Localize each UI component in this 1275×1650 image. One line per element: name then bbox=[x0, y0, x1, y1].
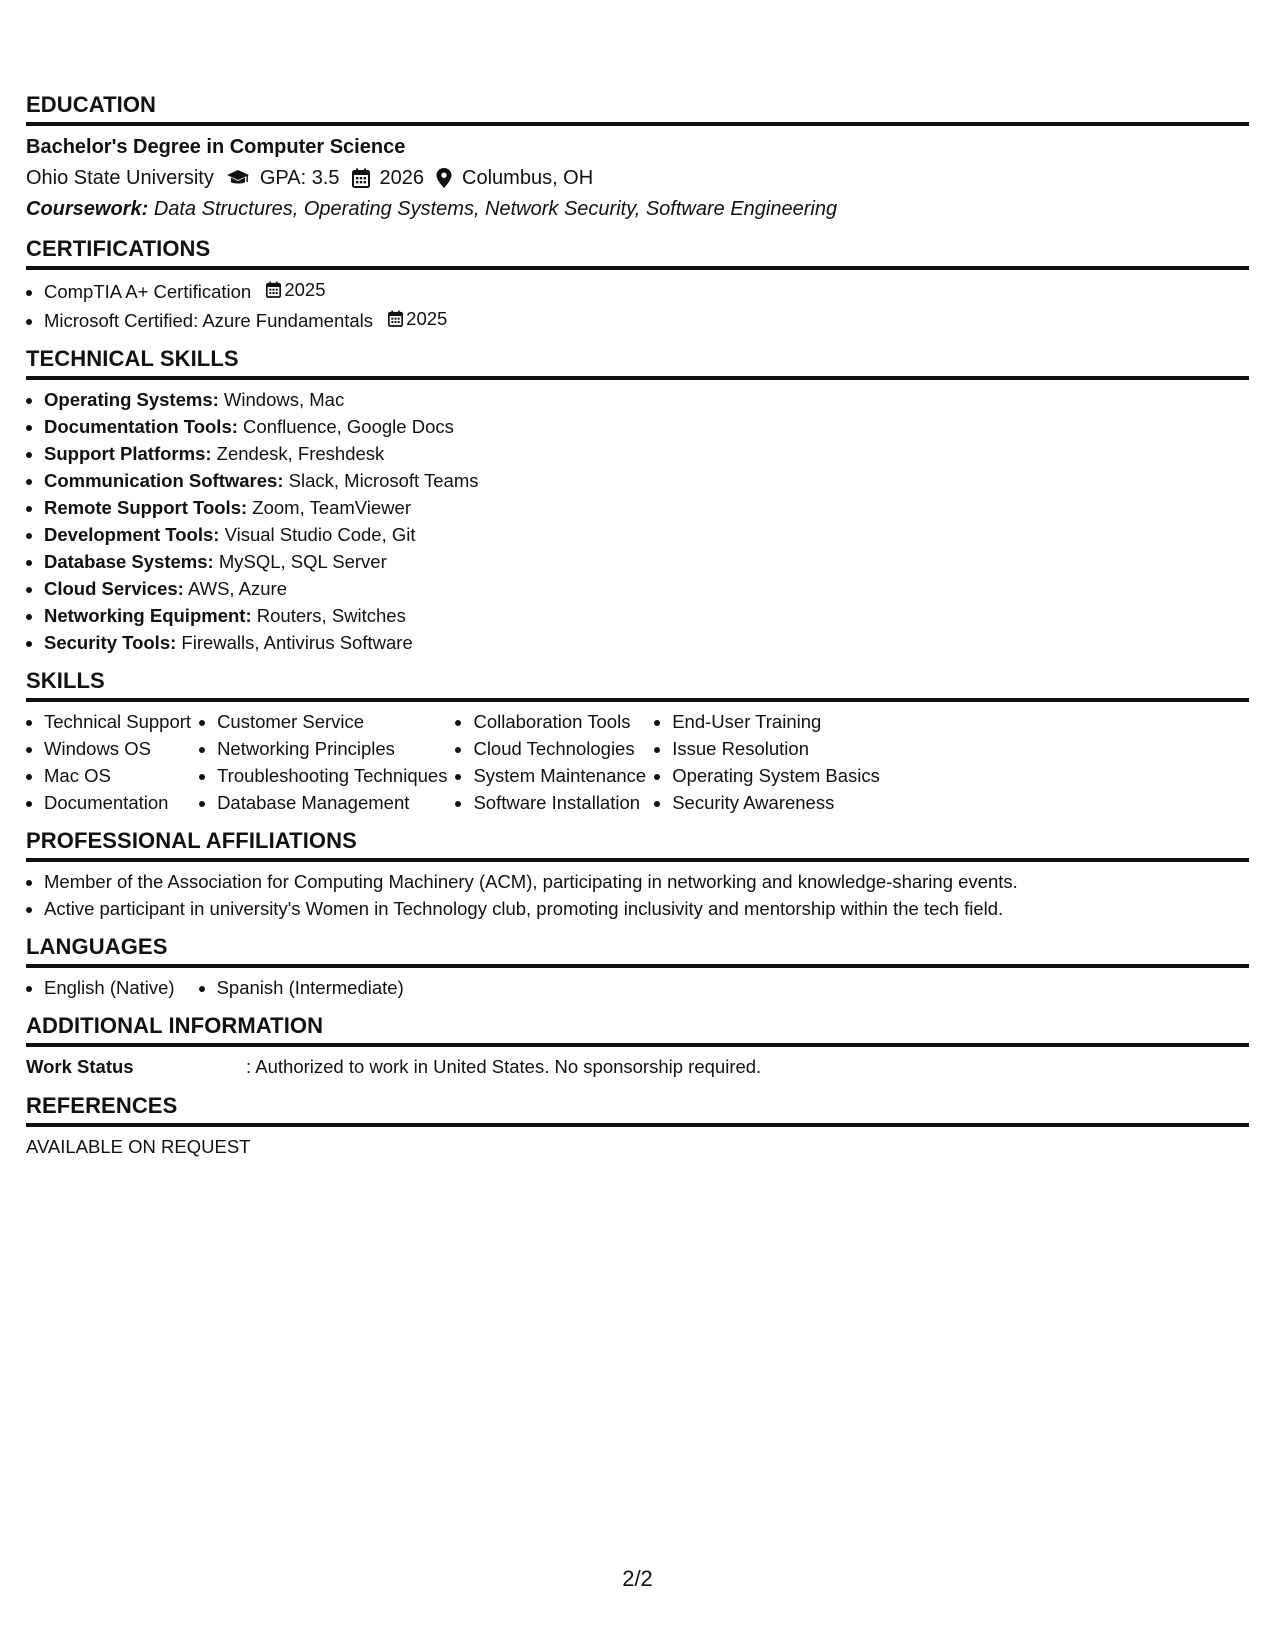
certification-item bbox=[44, 305, 1249, 334]
skill-item: • End-User Training bbox=[672, 708, 880, 735]
technical-skill-value: Zoom, TeamViewer bbox=[252, 497, 411, 518]
skill-item: • Operating System Basics bbox=[672, 762, 880, 789]
technical-skill-label: Operating Systems: bbox=[44, 389, 219, 410]
graduation-cap-icon bbox=[226, 169, 250, 187]
certification-item bbox=[44, 276, 1249, 305]
skills-grid bbox=[26, 708, 1249, 816]
skill-item: • Customer Service bbox=[217, 708, 447, 735]
certifications-list bbox=[26, 276, 1249, 334]
language-item: • Spanish (Intermediate) bbox=[217, 974, 404, 1001]
technical-skill-label: Communication Softwares: bbox=[44, 470, 284, 491]
calendar-icon bbox=[266, 281, 281, 298]
technical-skill-item bbox=[44, 440, 1249, 467]
education-section bbox=[26, 92, 1249, 224]
technical-skill-value: Visual Studio Code, Git bbox=[224, 524, 416, 545]
skill-item: • Windows OS bbox=[44, 735, 191, 762]
degree-title: Bachelor's Degree in Computer Science bbox=[26, 136, 406, 158]
school-name: Ohio State University bbox=[26, 167, 214, 189]
technical-skill-label: Security Tools: bbox=[44, 632, 177, 653]
skill-item: • System Maintenance bbox=[473, 762, 646, 789]
education-details bbox=[26, 162, 1249, 194]
technical-skill-item bbox=[44, 548, 1249, 575]
technical-skill-item bbox=[44, 494, 1249, 521]
technical-skill-value: MySQL, SQL Server bbox=[218, 551, 387, 572]
certification-year: 2025 bbox=[406, 308, 448, 329]
coursework-list: Data Structures, Operating Systems, Network Security, Software Engineering bbox=[153, 198, 838, 220]
technical-skill-label: Support Platforms: bbox=[44, 443, 212, 464]
certification-year: 2025 bbox=[284, 279, 326, 300]
work-status-row bbox=[26, 1053, 1249, 1081]
skill-item: • Technical Support bbox=[44, 708, 191, 735]
technical-skill-item bbox=[44, 602, 1249, 629]
graduation-year: 2026 bbox=[379, 167, 425, 189]
affiliation-item: • Member of the Association for Computing Machinery (ACM), participating in networking and knowledge-sharing events. bbox=[44, 868, 1249, 895]
technical-skill-item bbox=[44, 467, 1249, 494]
skill-item: • Database Management bbox=[217, 789, 447, 816]
affiliations-heading: PROFESSIONAL AFFILIATIONS bbox=[26, 828, 1249, 862]
references-section bbox=[26, 1093, 1249, 1161]
technical-skill-item bbox=[44, 413, 1249, 440]
references-heading: REFERENCES bbox=[26, 1093, 1249, 1127]
technical-skills-heading: TECHNICAL SKILLS bbox=[26, 346, 1249, 380]
technical-skill-item bbox=[44, 575, 1249, 602]
skill-item: • Cloud Technologies bbox=[473, 735, 646, 762]
technical-skill-label: Database Systems: bbox=[44, 551, 214, 572]
skills-column bbox=[26, 708, 191, 816]
technical-skill-item bbox=[44, 386, 1249, 413]
affiliations-list bbox=[26, 868, 1249, 922]
technical-skill-value: Firewalls, Antivirus Software bbox=[181, 632, 413, 653]
work-status-label: Work Status bbox=[26, 1056, 134, 1077]
skills-column bbox=[199, 708, 447, 816]
language-item: • English (Native) bbox=[44, 974, 175, 1001]
technical-skill-item bbox=[44, 521, 1249, 548]
school-location: Columbus, OH bbox=[462, 167, 594, 189]
technical-skill-label: Development Tools: bbox=[44, 524, 220, 545]
languages-heading: LANGUAGES bbox=[26, 934, 1249, 968]
skill-item: • Issue Resolution bbox=[672, 735, 880, 762]
skill-item: • Mac OS bbox=[44, 762, 191, 789]
skills-column bbox=[654, 708, 880, 816]
skill-item: • Troubleshooting Techniques bbox=[217, 762, 447, 789]
skills-section bbox=[26, 668, 1249, 816]
technical-skill-value: AWS, Azure bbox=[187, 578, 287, 599]
certification-name: Microsoft Certified: Azure Fundamentals bbox=[44, 310, 374, 331]
technical-skill-item bbox=[44, 629, 1249, 656]
certification-name: CompTIA A+ Certification bbox=[44, 281, 252, 302]
page-number: 2/2 bbox=[622, 1566, 653, 1591]
technical-skill-value: Zendesk, Freshdesk bbox=[216, 443, 385, 464]
technical-skill-value: Windows, Mac bbox=[223, 389, 345, 410]
affiliations-section bbox=[26, 828, 1249, 922]
work-status-value: : Authorized to work in United States. No sponsorship required. bbox=[246, 1056, 762, 1077]
education-heading: EDUCATION bbox=[26, 92, 1249, 126]
skills-heading: SKILLS bbox=[26, 668, 1249, 702]
gpa-value: GPA: 3.5 bbox=[259, 167, 340, 189]
additional-info-heading: ADDITIONAL INFORMATION bbox=[26, 1013, 1249, 1047]
technical-skill-label: Cloud Services: bbox=[44, 578, 184, 599]
technical-skill-value: Routers, Switches bbox=[256, 605, 406, 626]
technical-skill-label: Documentation Tools: bbox=[44, 416, 238, 437]
skills-column bbox=[455, 708, 646, 816]
technical-skill-label: Networking Equipment: bbox=[44, 605, 252, 626]
certification-date bbox=[388, 305, 447, 332]
certifications-heading: CERTIFICATIONS bbox=[26, 236, 1249, 270]
resume-page bbox=[26, 92, 1249, 1173]
calendar-icon bbox=[352, 168, 370, 188]
technical-skills-section bbox=[26, 346, 1249, 656]
skill-item: • Collaboration Tools bbox=[473, 708, 646, 735]
coursework-line bbox=[26, 194, 1249, 224]
map-pin-icon bbox=[436, 168, 452, 188]
languages-section bbox=[26, 934, 1249, 1001]
skill-item: • Networking Principles bbox=[217, 735, 447, 762]
affiliation-item: • Active participant in university's Women in Technology club, promoting inclusivity and mentorship within the tech field. bbox=[44, 895, 1249, 922]
languages-row bbox=[26, 974, 1249, 1001]
additional-info-section bbox=[26, 1013, 1249, 1081]
skill-item: • Documentation bbox=[44, 789, 191, 816]
technical-skill-value: Confluence, Google Docs bbox=[243, 416, 454, 437]
coursework-label: Coursework: bbox=[26, 198, 149, 220]
calendar-icon bbox=[388, 310, 403, 327]
languages-list bbox=[26, 974, 175, 1001]
certifications-section bbox=[26, 236, 1249, 334]
technical-skills-list bbox=[26, 386, 1249, 656]
languages-list bbox=[199, 974, 404, 1001]
skill-item: • Software Installation bbox=[473, 789, 646, 816]
certification-date bbox=[266, 276, 325, 303]
technical-skill-label: Remote Support Tools: bbox=[44, 497, 248, 518]
references-text: AVAILABLE ON REQUEST bbox=[26, 1136, 251, 1157]
technical-skill-value: Slack, Microsoft Teams bbox=[288, 470, 479, 491]
skill-item: • Security Awareness bbox=[672, 789, 880, 816]
